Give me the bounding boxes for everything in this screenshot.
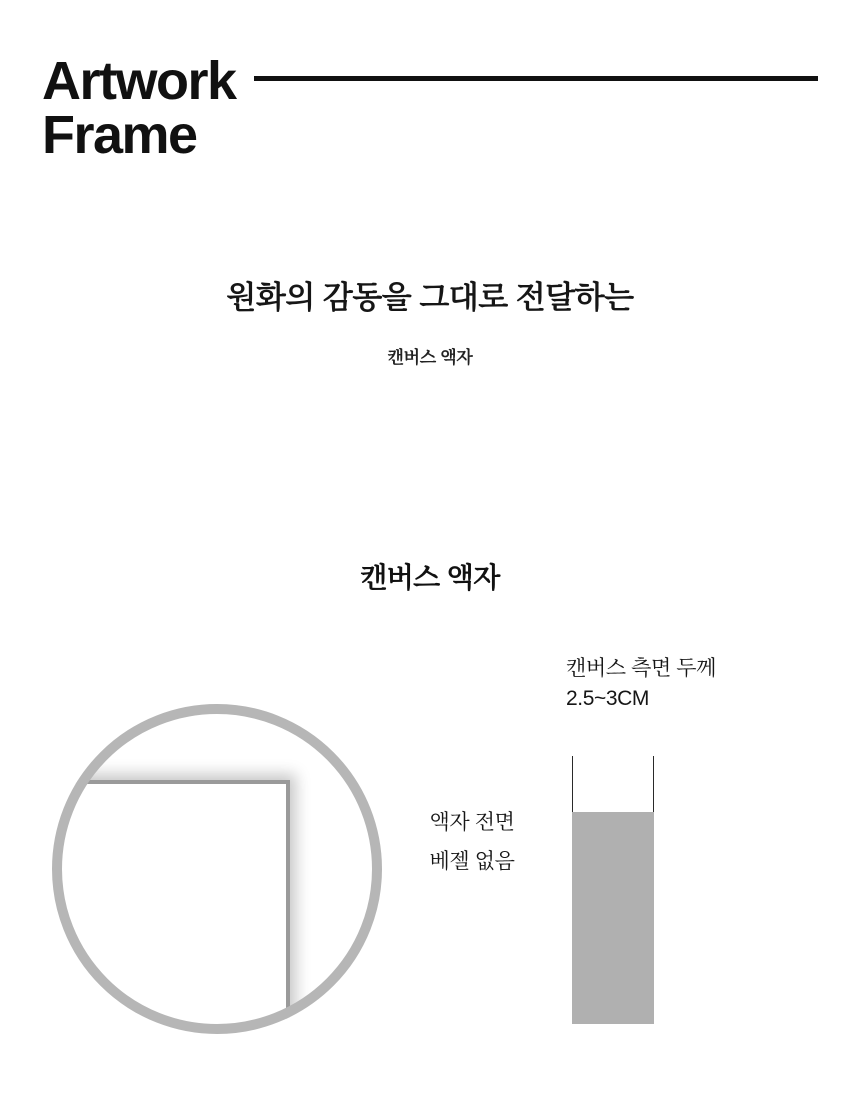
page-title-line1: Artwork [42,51,236,111]
section-heading: 캔버스 액자 [360,562,500,593]
frame-corner-illustration [52,704,382,1034]
page-header [42,52,818,165]
canvas-side-block [572,812,654,1024]
canvas-frame-diagram [0,636,860,1096]
circle-outline-icon [52,704,382,1034]
thickness-guide-left [572,756,573,814]
thickness-label-line2: 2.5~3CM [566,686,649,710]
page-title-line2: Frame [42,105,197,166]
intro-block [0,272,860,368]
title-rule-divider [254,76,818,81]
title-row [42,52,818,110]
front-face-label-line1: 액자 전면 [429,811,515,834]
intro-lead-text: 원화의 감동을 그대로 전달하는 [226,280,634,315]
thickness-guide-right [653,756,654,814]
intro-sub-text: 캔버스 액자 [387,348,473,367]
thickness-label-line1: 캔버스 측면 두께 [566,657,717,680]
thickness-label [566,654,836,714]
front-face-label [392,804,552,882]
front-face-label-line2: 베젤 없음 [429,849,515,873]
